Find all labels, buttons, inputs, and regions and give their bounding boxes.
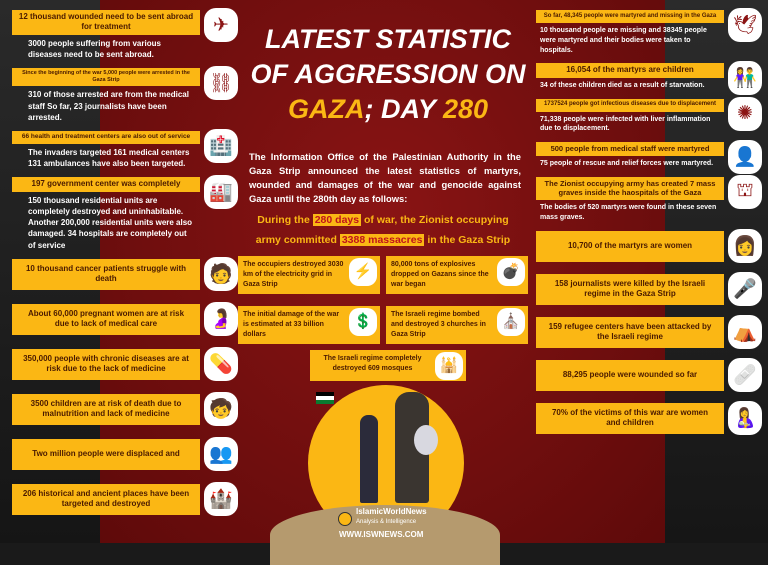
handcuffs-icon: ⛓ [204,66,238,100]
virus-icon: ✺ [728,97,762,131]
rt-2-header: 1737524 people got infectious diseases due to displacement [536,99,724,112]
lt-0-body: 3000 people suffering from various diseases need to be sent abroad. [28,38,161,59]
patient-iv-icon: 🧑 [204,257,238,291]
rb-item-1 [536,274,764,305]
title-sep: ; DAY [364,94,443,125]
rt-4-header: The Zionist occupying army has created 7 mass graves inside the haospitals of the Gaza [536,177,724,201]
lt-1-body: 310 of those arrested are from the medical staff So far, 23 journalists have been arrested. [28,90,189,122]
lb-item-2 [12,349,240,380]
lb-item-4-text: Two million people were displaced and [12,439,200,470]
bundle [414,425,438,455]
rt-3-header: 500 people from medical staff were martyred [536,142,724,156]
castle-icon: 🏰 [204,482,238,516]
church-icon: ⛪ [497,308,525,336]
lb-item-1 [12,304,240,335]
middle-item-text: The Israeli regime completely destroyed 609 mosques [323,355,422,373]
title-gaza: GAZA [287,94,365,125]
rt-1-header: 16,054 of the martyrs are children [536,63,724,77]
logo-url: WWW.ISWNEWS.COM [339,530,424,539]
children-icon: 👫 [728,61,762,95]
logo-tagline: Analysis & Intelligence [356,519,417,525]
page-title [228,22,548,127]
highlight-line-2 [228,234,538,246]
lb-item-3 [12,394,240,425]
mosque-icon: 🕌 [435,352,463,380]
rt-3-body: 75 people of rescue and relief forces were martyred. [540,159,714,167]
hospital-icon: 🏥 [204,129,238,163]
rb-item-4-text: 70% of the victims of this war are women and children [536,403,724,434]
lb-item-0 [12,259,240,290]
rb-item-0 [536,231,764,262]
rt-item-0 [536,10,764,55]
middle-item-text: The Israeli regime bombed and destroyed 3 churches in Gaza Strip [391,311,486,339]
money-icon: 💲 [349,308,377,336]
lt-item-3 [12,177,240,250]
woman-icon: 👩 [728,229,762,263]
rb-item-0-text: 10,700 of the martyrs are women [536,231,724,262]
middle-item-text: The occupiers destroyed 3030 km of the electricity grid in Gaza Strip [243,261,344,289]
intro-text: The Information Office of the Palestinian Authority in the Gaza Strip announced the latest statistics of martyrs, wounded and damages of the war and genocide against Gaza until the 280th day as follows: [249,151,521,205]
rt-0-body: 10 thousand people are missing and 38345 people were martyred and their bodies were taken to hospitals. [540,27,707,54]
lt-2-body: The invaders targeted 161 medical centers 131 ambulances have also been targeted. [28,148,190,169]
right-column [536,10,764,446]
hl-d: in the Gaza Strip [427,234,511,246]
rb-item-1-text: 158 journalists were killed by the Israeli regime in the Gaza Strip [536,274,724,305]
doctor-icon: 👤 [728,140,762,174]
logo-name: IslamicWorldNews [356,507,427,516]
title-line-1: LATEST STATISTIC [265,24,511,54]
rt-item-3 [536,142,764,169]
rt-1-body: 34 of these children died as a result of starvation. [540,81,705,89]
pregnant-icon: 🤰 [204,302,238,336]
crowd-icon: 👥 [204,437,238,471]
rb-item-4 [536,403,764,434]
highlight-line-1 [228,214,538,226]
tent-icon: ⛺ [728,315,762,349]
middle-item-text: The initial damage of the war is estimated at 33 billion dollars [243,311,340,339]
dove-icon: 🕊 [728,8,762,42]
lb-item-2-text: 350,000 people with chronic diseases are at risk due to the lack of medicine [12,349,200,380]
lt-3-body: 150 thousand residential units are completely destroyed and uninhabitable. Another 200,000 residential units were also damaged. 34 hospitals are completely out of service [28,195,193,250]
mother-child-icon: 🤱 [728,401,762,435]
lb-item-0-text: 10 thousand cancer patients struggle with death [12,259,200,290]
middle-item-0 [238,256,380,294]
lb-item-5 [12,484,240,515]
hl-massacres: 3388 massacres [341,234,423,246]
lb-item-3-text: 3500 children are at risk of death due to malnutrition and lack of medicine [12,394,200,425]
rb-item-2 [536,317,764,348]
lb-item-1-text: About 60,000 pregnant women are at risk due to lack of medical care [12,304,200,335]
electricity-icon: ⚡ [349,258,377,286]
lb-item-4 [12,439,240,470]
rb-item-3 [536,360,764,391]
lt-item-2 [12,131,240,169]
middle-item-1 [386,256,528,294]
rt-item-1 [536,63,764,90]
lt-3-header: 197 government center was completely [12,177,200,191]
wounded-icon: 🩹 [728,358,762,392]
lt-0-header: 12 thousand wounded need to be sent abroad for treatment [12,10,200,35]
hl-a: During the [257,214,310,226]
medicine-bottle-icon: 💊 [204,347,238,381]
middle-item-text: 80,000 tons of explosives dropped on Gazans since the war began [391,261,489,289]
lb-item-5-text: 206 historical and ancient places have been targeted and destroyed [12,484,200,515]
journalist-icon: 🎤 [728,272,762,306]
left-column [12,10,240,529]
middle-item-3 [386,306,528,344]
middle-item-2 [238,306,380,344]
rb-item-2-text: 159 refugee centers have been attacked by the Israeli regime [536,317,724,348]
bomb-icon: 💣 [497,258,525,286]
lt-item-0 [12,10,240,60]
hungry-child-icon: 🧒 [204,392,238,426]
child-figure [360,415,378,503]
lt-1-header: Since the beginning of the war 5,000 people were arrested in the Gaza Strip [12,68,200,86]
rt-2-body: 71,338 people were infected with liver inflammation due to displacement. [540,115,711,133]
rb-item-3-text: 88,295 people were wounded so far [536,360,724,391]
hl-days: 280 days [314,214,360,226]
logo-icon [338,512,352,526]
airplane-icon: ✈ [204,8,238,42]
rt-4-body: The bodies of 520 martyrs were found in these seven mass graves. [540,204,717,222]
title-line-2: OF AGGRESSION ON [250,59,526,90]
middle-item-4 [310,350,466,381]
rt-item-2 [536,99,764,135]
hl-c: army committed [255,234,337,246]
lt-item-1 [12,68,240,123]
title-day: 280 [442,94,489,125]
lt-2-header: 66 health and treatment centers are also out of service [12,131,200,144]
palestine-flag [316,392,334,404]
hl-b: of war, the Zionist occupying [364,214,509,226]
rt-item-4 [536,177,764,223]
city-icon: 🏭 [204,175,238,209]
rt-0-header: So far, 48,345 people were martyred and missing in the Gaza [536,10,724,23]
grave-icon: ⛫ [728,175,762,209]
